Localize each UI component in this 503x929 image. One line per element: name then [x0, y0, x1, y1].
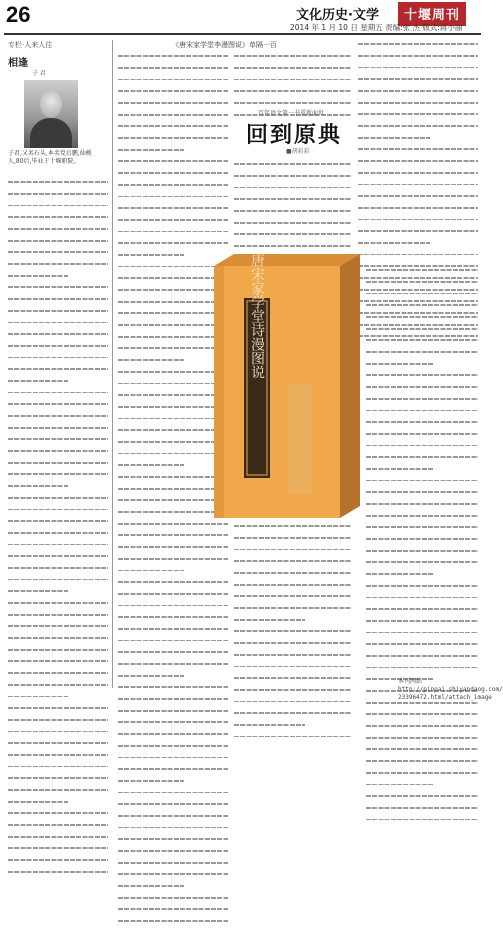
column-kicker: 专栏·人来人往	[8, 41, 53, 49]
article-body-col2-bottom	[234, 522, 352, 686]
author-portrait	[24, 80, 78, 148]
dateline: 2014 年 1 月 10 日 星期五 责编:张 杰 版式:蒋小丽	[290, 23, 463, 32]
author-bio: 子君,又名石头,本名党启鹏,仙桃人,80后,毕业于十堰职院。	[8, 150, 92, 165]
column-body-text	[8, 178, 108, 684]
footer-line-3[interactable]: 23396472.html/attach_image	[398, 694, 492, 701]
book-cover-label: 唐宋家学堂诗漫图说	[249, 253, 265, 379]
column-title: 相逢	[8, 58, 28, 69]
header-rule	[4, 33, 481, 35]
article-body-col3	[358, 40, 478, 262]
section-title: 文化历史·文学	[296, 8, 379, 23]
article-body-col2-lower	[234, 160, 352, 252]
book-cover-image	[214, 254, 360, 518]
page-header	[0, 0, 485, 36]
article-body-col2	[234, 52, 352, 104]
article-byline: ■胡彩彩	[286, 148, 310, 155]
publication-badge: 十堰周刊	[398, 2, 466, 26]
column-author: 子 君	[32, 70, 46, 77]
page-number: 26	[6, 2, 31, 27]
article-subhead: 百年语文第一书重新面世	[258, 110, 325, 117]
article-headline: 回到原典	[246, 123, 343, 148]
article-body-col3-lower	[366, 266, 478, 676]
article-body-col1	[118, 52, 228, 686]
footer-line-2[interactable]: http://pinpai.shiyandaog.com/	[398, 686, 503, 693]
footer-line-1: 本刊网站	[398, 678, 423, 685]
footer-note	[398, 678, 503, 702]
article-lead-line: 《唐宋家学堂李漫图说》单隔一百	[172, 41, 277, 49]
column-divider	[112, 40, 113, 688]
